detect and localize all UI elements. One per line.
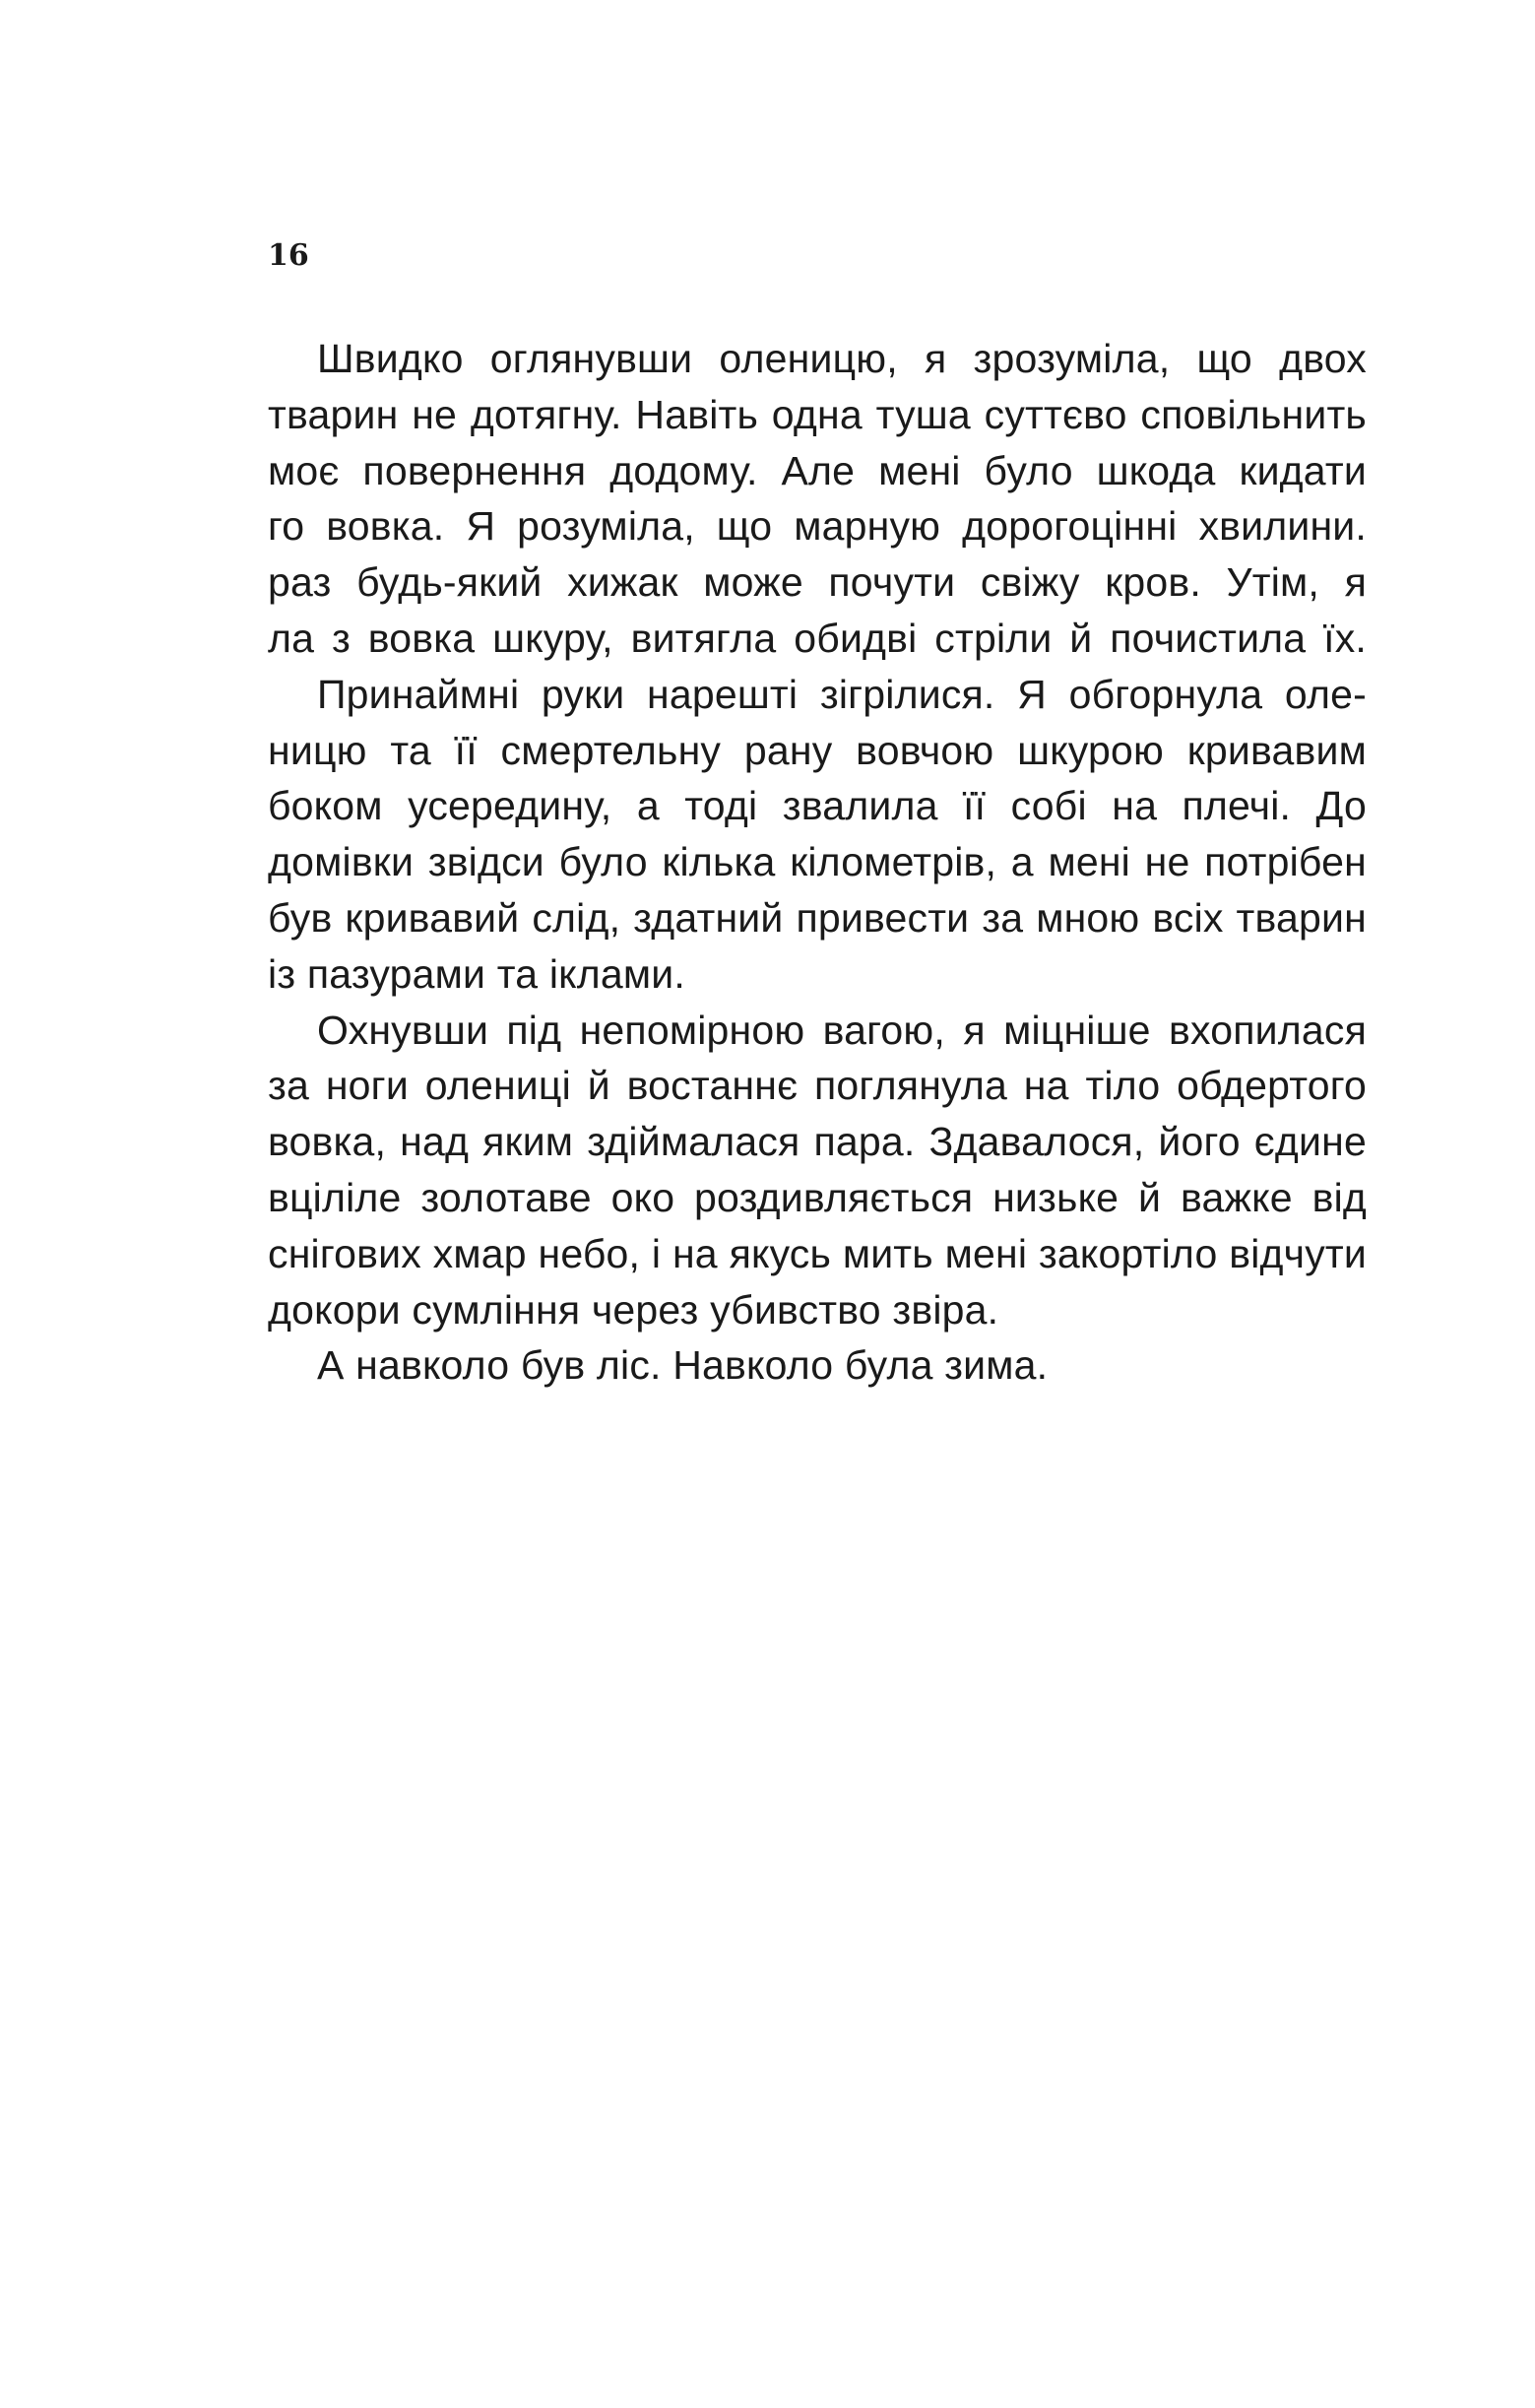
text-line: домівки звідси було кілька кілометрів, а мені не потрібен — [268, 839, 1367, 885]
text-line: тварин не дотягну. Навіть одна туша суттєво сповільнить — [268, 391, 1367, 437]
page-number: 16 — [268, 238, 309, 273]
text-line: Принаймні руки нарешті зігрілися. Я обгорнула оле- — [317, 671, 1367, 717]
text-line: моє повернення додому. Але мені було шкода кидати — [268, 447, 1367, 493]
text-line: ла з вовка шкуру, витягла обидві стріли й почистила їх. — [268, 615, 1367, 661]
text-line: Охнувши під непомірною вагою, я міцніше вхопилася — [317, 1007, 1367, 1053]
text-line: був кривавий слід, здатний привести за мною всіх тварин — [268, 894, 1367, 941]
text-line: А навколо був ліс. Навколо була зима. — [317, 1342, 1049, 1389]
text-line: із пазурами та іклами. — [268, 950, 685, 997]
text-line: Швидко оглянувши оленицю, я зрозуміла, що двох — [317, 336, 1367, 381]
text-line: докори сумління через убивство звіра. — [268, 1286, 999, 1333]
body-text — [268, 331, 1367, 1394]
text-line: вціліле золотаве око роздивляється низьке й важке від — [268, 1174, 1367, 1220]
text-line: снігових хмар небо, і на якусь мить мені закортіло відчути — [268, 1230, 1367, 1276]
paragraph-2 — [268, 667, 1367, 1003]
paragraph-3 — [268, 1003, 1367, 1338]
text-line: боком усередину, а тоді звалила її собі на плечі. До — [268, 783, 1367, 829]
text-line: вовка, над яким здіймалася пара. Здавалося, його єдине — [268, 1119, 1367, 1165]
text-line: ницю та її смертельну рану вовчою шкурою кривавим — [268, 727, 1367, 773]
text-line: раз будь-який хижак може почути свіжу кров. Утім, я — [268, 559, 1367, 606]
paragraph-4 — [268, 1337, 1367, 1394]
text-line: го вовка. Я розуміла, що марную дорогоцінні хвилини. — [268, 503, 1367, 550]
paragraph-1 — [268, 331, 1367, 667]
text-line: за ноги олениці й востаннє поглянула на тіло обдертого — [268, 1063, 1367, 1109]
